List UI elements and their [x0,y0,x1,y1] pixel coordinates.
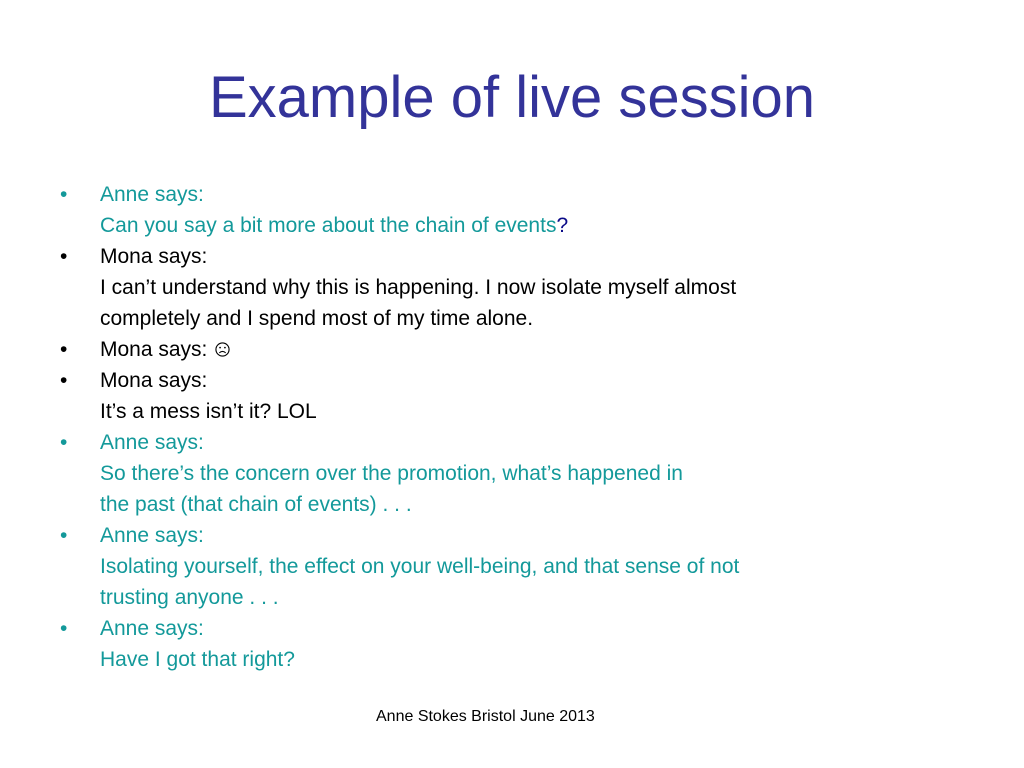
bullet-icon: • [60,245,68,268]
message-line: completely and I spend most of my time alone. [100,307,534,330]
bullet-icon: • [60,338,68,361]
speaker-label: Mona says: [100,338,208,361]
list-item [56,613,956,675]
list-item [56,334,956,365]
bullet-icon: • [60,183,68,206]
speaker-label: Anne says: [100,524,204,547]
list-item [56,365,956,427]
message-line: So there’s the concern over the promotion, what’s happened in [100,462,683,485]
bullet-icon: • [60,369,68,392]
message-line: It’s a mess isn’t it? LOL [100,400,317,423]
message-line: trusting anyone . . . [100,586,279,609]
speaker-label: Anne says: [100,431,204,454]
message-line [100,210,956,241]
bullet-icon: • [60,431,68,454]
message-text: Can you say a bit more about the chain of events [100,214,557,237]
message-line: Isolating yourself, the effect on your well-being, and that sense of not [100,555,740,578]
speaker-label: Mona says: [100,369,208,392]
speaker-label: Mona says: [100,245,208,268]
speaker-label: Anne says: [100,617,204,640]
bullet-icon: • [60,524,68,547]
message-line: Have I got that right? [100,648,295,671]
list-item [56,520,956,613]
list-item [56,179,956,241]
frown-face-icon [215,342,230,357]
speaker-label: Anne says: [100,183,204,206]
bullet-icon: • [60,617,68,640]
message-line: I can’t understand why this is happening. I now isolate myself almost [100,276,737,299]
message-line: the past (that chain of events) . . . [100,493,412,516]
slide-title: Example of live session [208,65,816,130]
speaker-line [100,334,956,365]
list-item [56,427,956,520]
list-item [56,241,956,334]
question-mark: ? [556,214,569,237]
slide-footer: Anne Stokes Bristol June 2013 [376,708,595,725]
conversation-list [56,179,956,675]
